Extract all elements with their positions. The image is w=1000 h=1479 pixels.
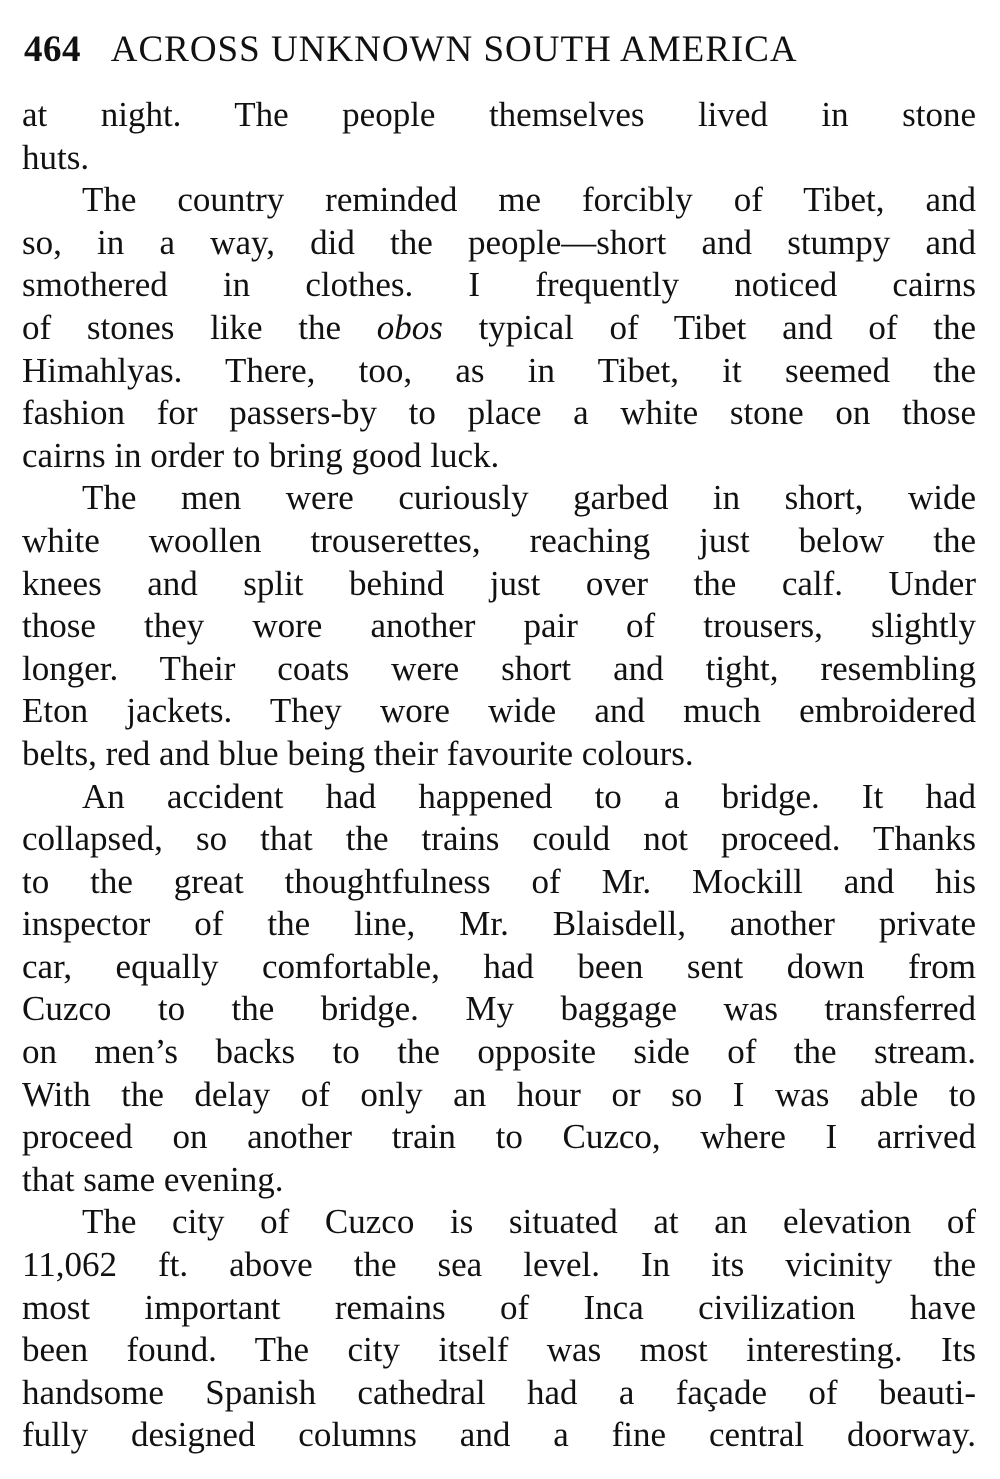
- text-line: at night. The people themselves lived in stone: [22, 95, 976, 134]
- text-line: proceed on another train to Cuzco, where I arrived: [22, 1117, 976, 1157]
- text-line: The men were curiously garbed in short, wide: [82, 478, 976, 518]
- text-line: smothered in clothes. I frequently noticed cairns: [22, 265, 976, 305]
- text-line: white woollen trouserettes, reaching just below the: [22, 520, 976, 560]
- text-line: been found. The city itself was most interesting. Its: [22, 1330, 976, 1370]
- text-line: 11,062 ft. above the sea level. In its vicinity the: [22, 1245, 976, 1285]
- text-line: of stones like the obos typical of Tibet and of the: [22, 307, 976, 347]
- text-line: handsome Spanish cathedral had a façade of beauti-: [22, 1372, 976, 1412]
- text-line: Himahlyas. There, too, as in Tibet, it seemed the: [22, 350, 976, 390]
- text-line: With the delay of only an hour or so I was able to: [22, 1074, 976, 1114]
- text-line: longer. Their coats were short and tight, resembling: [22, 648, 976, 688]
- text-line: on men’s backs to the opposite side of the stream.: [22, 1032, 976, 1072]
- text-line: fully designed columns and a fine central doorway.: [22, 1415, 976, 1455]
- text-line: to the great thoughtfulness of Mr. Mockill and his: [22, 861, 976, 901]
- running-title: ACROSS UNKNOWN SOUTH AMERICA: [110, 29, 798, 70]
- text-line: cairns in order to bring good luck.: [22, 435, 500, 475]
- text-line: most important remains of Inca civilization have: [22, 1287, 976, 1327]
- text-line: that same evening.: [22, 1159, 284, 1199]
- text-line: inspector of the line, Mr. Blaisdell, another private: [22, 904, 976, 944]
- text-line: knees and split behind just over the calf. Under: [22, 563, 976, 603]
- text-line: fashion for passers-by to place a white stone on those: [22, 393, 976, 433]
- text-line: huts.: [22, 137, 90, 177]
- text-line: The city of Cuzco is situated at an elevation of: [82, 1202, 976, 1242]
- text-line: An accident had happened to a bridge. It had: [82, 776, 976, 816]
- text-line: belts, red and blue being their favourite colours.: [22, 733, 694, 773]
- text-line: so, in a way, did the people—short and stumpy and: [22, 222, 976, 262]
- body-text: [22, 94, 976, 1457]
- text-line: those they wore another pair of trousers, slightly: [22, 606, 976, 646]
- page-number: 464: [24, 29, 81, 70]
- text-line: Eton jackets. They wore wide and much embroidered: [22, 691, 976, 731]
- text-line: The country reminded me forcibly of Tibet, and: [82, 180, 976, 220]
- running-head: [24, 26, 976, 74]
- text-line: Cuzco to the bridge. My baggage was transferred: [22, 989, 976, 1029]
- text-line: car, equally comfortable, had been sent down from: [22, 946, 976, 986]
- text-line: collapsed, so that the trains could not proceed. Thanks: [22, 819, 976, 859]
